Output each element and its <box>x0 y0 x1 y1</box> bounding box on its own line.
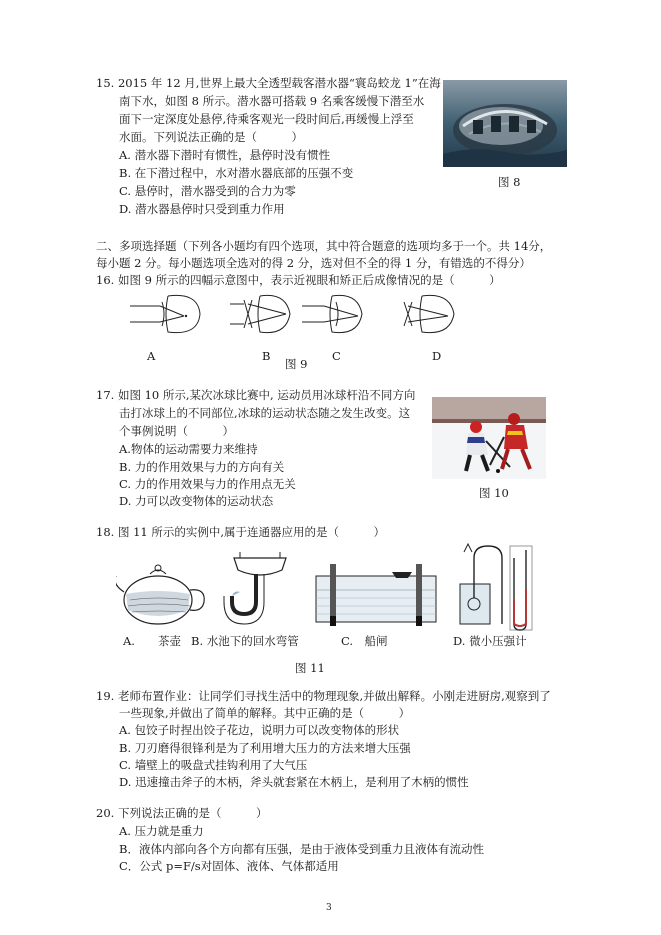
q15-option-b: B. 在下潜过程中，水对潜水器底部的压强不变 <box>119 166 354 180</box>
q20-option-b: B．液体内部向各个方向都有压强，是由于液体受到重力且液体有流动性 <box>119 842 484 856</box>
teapot-illustration <box>116 565 204 624</box>
q17-stem-line3: 个事例说明（ ） <box>119 424 234 438</box>
q15-option-c: C. 悬停时，潜水器受到的合力为零 <box>119 184 296 198</box>
q15-stem-line3: 面下一定深度处悬停,待乘客观光一段时间后,再缓慢上浮至 <box>119 112 414 126</box>
q15-option-d: D. 潜水器悬停时只受到重力作用 <box>119 202 285 216</box>
q18-stem: 18. 图 11 所示的实例中,属于连通器应用的是（ ） <box>96 525 386 539</box>
q17-stem-line1: 17. 如图 10 所示,某次冰球比赛中, 运动员用冰球杆沿不同方向 <box>96 388 416 402</box>
sink-trap-illustration <box>224 552 286 624</box>
q20-option-c: C．公式 p=F/s对固体、液体、气体都适用 <box>119 859 339 873</box>
q20-option-a: A. 压力就是重力 <box>119 824 204 838</box>
submarine-photo <box>443 80 567 167</box>
figure-10-caption: 图 10 <box>479 486 509 500</box>
eye-diagram-d <box>404 295 454 332</box>
q20-stem: 20. 下列说法正确的是（ ） <box>96 806 268 820</box>
q15-stem-line4: 水面。下列说法正确的是（ ） <box>119 130 303 144</box>
q16-stem: 16. 如图 9 所示的四幅示意图中，表示近视眼和矫正后成像情况的是（ ） <box>96 273 501 287</box>
q16-label-d: D <box>432 349 442 363</box>
page-number: 3 <box>326 903 332 913</box>
q16-label-b: B <box>262 349 271 363</box>
section2-header-line1: 二、多项选择题（下列各小题均有四个选项，其中符合题意的选项均多于一个。共 14分， <box>96 239 552 253</box>
q19-option-a: A. 包饺子时捏出饺子花边，说明力可以改变物体的形状 <box>119 723 400 737</box>
q18-label-b: B. 水池下的回水弯管 <box>191 634 299 648</box>
ice-hockey-photo <box>432 397 546 479</box>
figure-11-caption: 图 11 <box>295 661 325 675</box>
q16-label-a: A <box>147 349 156 363</box>
q15-stem-line2: 南下水，如图 8 所示。潜水器可搭载 9 名乘客缓慢下潜至水 <box>119 94 425 108</box>
q19-stem-line2: 一些现象,并做出了简单的解释。其中正确的是（ ） <box>119 706 411 720</box>
q17-option-d: D. 力可以改变物体的运动状态 <box>119 494 274 508</box>
q17-stem-line2: 击打冰球上的不同部位,冰球的运动状态随之发生改变。这 <box>119 406 411 420</box>
q19-option-b: B. 刀刃磨得很锋利是为了利用增大压力的方法来增大压强 <box>119 741 411 755</box>
q18-label-d: D. 微小压强计 <box>453 634 527 648</box>
q17-option-a: A.物体的运动需要力来维持 <box>119 442 258 456</box>
figure-9-eye-diagrams <box>126 292 486 340</box>
eye-diagram-a <box>130 295 200 332</box>
figure-8-caption: 图 8 <box>498 175 521 189</box>
q17-option-c: C. 力的作用效果与力的作用点无关 <box>119 477 296 491</box>
ship-lock-illustration <box>316 564 436 626</box>
eye-diagram-b <box>230 295 290 332</box>
q19-option-c: C. 墙壁上的吸盘式挂钩利用了大气压 <box>119 758 308 772</box>
figure-9-caption: 图 9 <box>285 357 308 371</box>
q15-option-a: A. 潜水器下潜时有惯性，悬停时没有惯性 <box>119 148 331 162</box>
q17-option-b: B. 力的作用效果与力的方向有关 <box>119 460 285 474</box>
figure-11-illustrations <box>116 540 556 632</box>
q18-label-a: A. 茶壶 <box>123 634 181 648</box>
q16-label-c: C <box>332 349 341 363</box>
q19-option-d: D. 迅速撞击斧子的木柄，斧头就套紧在木柄上，是利用了木柄的惯性 <box>119 775 469 789</box>
q18-label-c: C. 船闸 <box>341 634 388 648</box>
eye-diagram-c <box>302 295 362 332</box>
q19-stem-line1: 19. 老师布置作业：让同学们寻找生活中的物理现象,并做出解释。小刚走进厨房,观察到了 <box>96 689 551 703</box>
section2-header-line2: 每小题 2 分。每小题选项全选对的得 2 分，选对但不全的得 1 分，有错选的不得分） <box>96 256 531 270</box>
q15-stem-line1: 15. 2015 年 12 月,世界上最大全透型载客潜水器“寰岛蛟龙 1”在海 <box>96 76 441 90</box>
pressure-gauge-illustration <box>460 544 532 630</box>
